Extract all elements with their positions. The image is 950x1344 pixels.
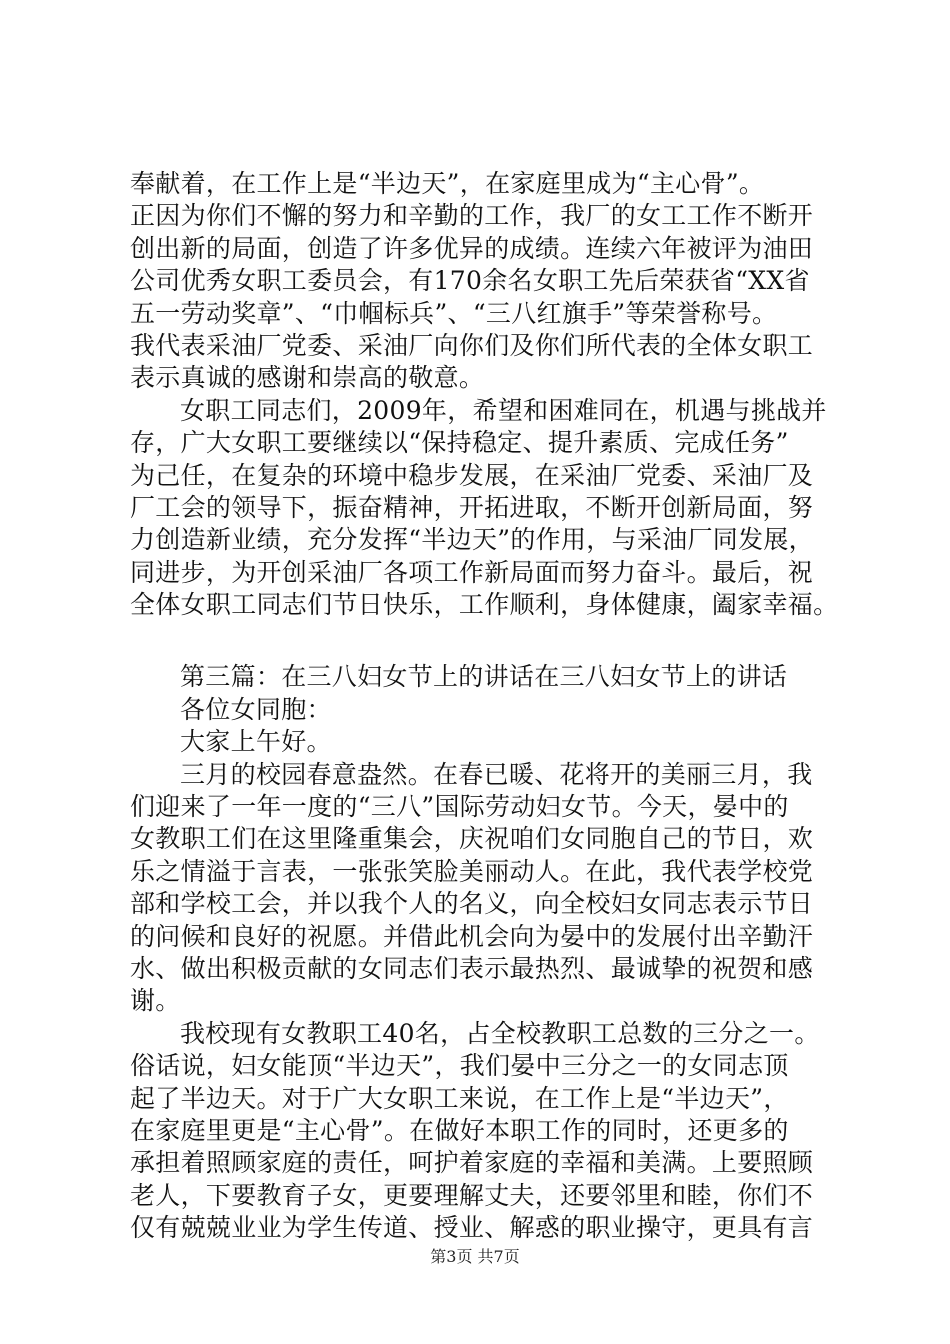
section-gap <box>130 621 850 661</box>
text-line: 我校现有女教职工40名，占全校教职工总数的三分之一。 <box>180 1018 820 1048</box>
text-line: 谢。 <box>130 986 181 1016</box>
text-line: 在家庭里更是“主心骨”。在做好本职工作的同时，还更多的 <box>130 1115 789 1145</box>
text-line: 三月的校园春意盎然。在春已暖、花将开的美丽三月，我 <box>180 759 813 789</box>
text-line: 公司优秀女职工委员会，有170余名女职工先后荣获省“XX省 <box>130 266 810 296</box>
paragraph-2009 <box>130 395 850 622</box>
page-number-footer: 第3页 共7页 <box>430 1247 520 1266</box>
text-line: 们迎来了一年一度的“三八”国际劳动妇女节。今天，晏中的 <box>130 792 789 822</box>
text-line: 五一劳动奖章”、“巾帼标兵”、“三八红旗手”等荣誉称号。 <box>130 298 778 328</box>
text-line: 正因为你们不懈的努力和辛勤的工作，我厂的女工工作不断开 <box>130 201 814 231</box>
text-line: 部和学校工会，并以我个人的名义，向全校妇女同志表示节日 <box>130 889 814 919</box>
text-line: 承担着照顾家庭的责任，呵护着家庭的幸福和美满。上要照顾 <box>130 1148 814 1178</box>
document-page <box>130 168 850 1245</box>
paragraph-spring <box>130 759 850 1018</box>
text-line: 奉献着，在工作上是“半边天”，在家庭里成为“主心骨”。 <box>130 169 765 198</box>
text-line: 存，广大女职工要继续以“保持稳定、提升素质、完成任务” <box>130 428 789 458</box>
text-line: 创出新的局面，创造了许多优异的成绩。连续六年被评为油田 <box>130 233 814 263</box>
greeting: 大家上午好。 <box>180 727 332 757</box>
text-line: 为己任，在复杂的环境中稳步发展，在采油厂党委、采油厂及 <box>130 460 814 490</box>
text-line: 厂工会的领导下，振奋精神，开拓进取，不断开创新局面，努 <box>130 492 814 522</box>
section-heading: 第三篇：在三八妇女节上的讲话在三八妇女节上的讲话 <box>180 662 788 692</box>
text-line: 老人，下要教育子女，更要理解丈夫，还要邻里和睦，你们不 <box>130 1180 814 1210</box>
text-line: 乐之情溢于言表，一张张笑脸美丽动人。在此，我代表学校党 <box>130 856 814 886</box>
text-line: 女教职工们在这里隆重集会，庆祝咱们女同胞自己的节日，欢 <box>130 824 814 854</box>
text-line: 起了半边天。对于广大女职工来说，在工作上是“半边天”， <box>130 1083 789 1113</box>
text-line: 女职工同志们，2009年，希望和困难同在，机遇与挑战并 <box>180 395 827 425</box>
text-line: 同进步，为开创采油厂各项工作新局面而努力奋斗。最后，祝 <box>130 557 814 587</box>
text-line: 我代表采油厂党委、采油厂向你们及你们所代表的全体女职工 <box>130 330 814 360</box>
text-line: 全体女职工同志们节日快乐，工作顺利，身体健康，阖家幸福。 <box>130 590 839 620</box>
text-line: 表示真诚的感谢和崇高的敬意。 <box>130 363 485 393</box>
text-line: 的问候和良好的祝愿。并借此机会向为晏中的发展付出辛勤汗 <box>130 921 814 951</box>
text-line: 水、做出积极贡献的女同志们表示最热烈、最诚挚的祝贺和感 <box>130 953 814 983</box>
text-line: 力创造新业绩，充分发挥“半边天”的作用，与采油厂同发展， <box>130 525 814 555</box>
text-line: 仅有兢兢业业为学生传道、授业、解惑的职业操守，更具有言 <box>130 1213 814 1243</box>
paragraph-continuation <box>130 168 850 395</box>
section-three <box>130 661 850 758</box>
paragraph-staff <box>130 1018 850 1245</box>
salutation: 各位女同胞： <box>180 694 332 724</box>
text-line: 俗话说，妇女能顶“半边天”，我们晏中三分之一的女同志顶 <box>130 1051 789 1081</box>
